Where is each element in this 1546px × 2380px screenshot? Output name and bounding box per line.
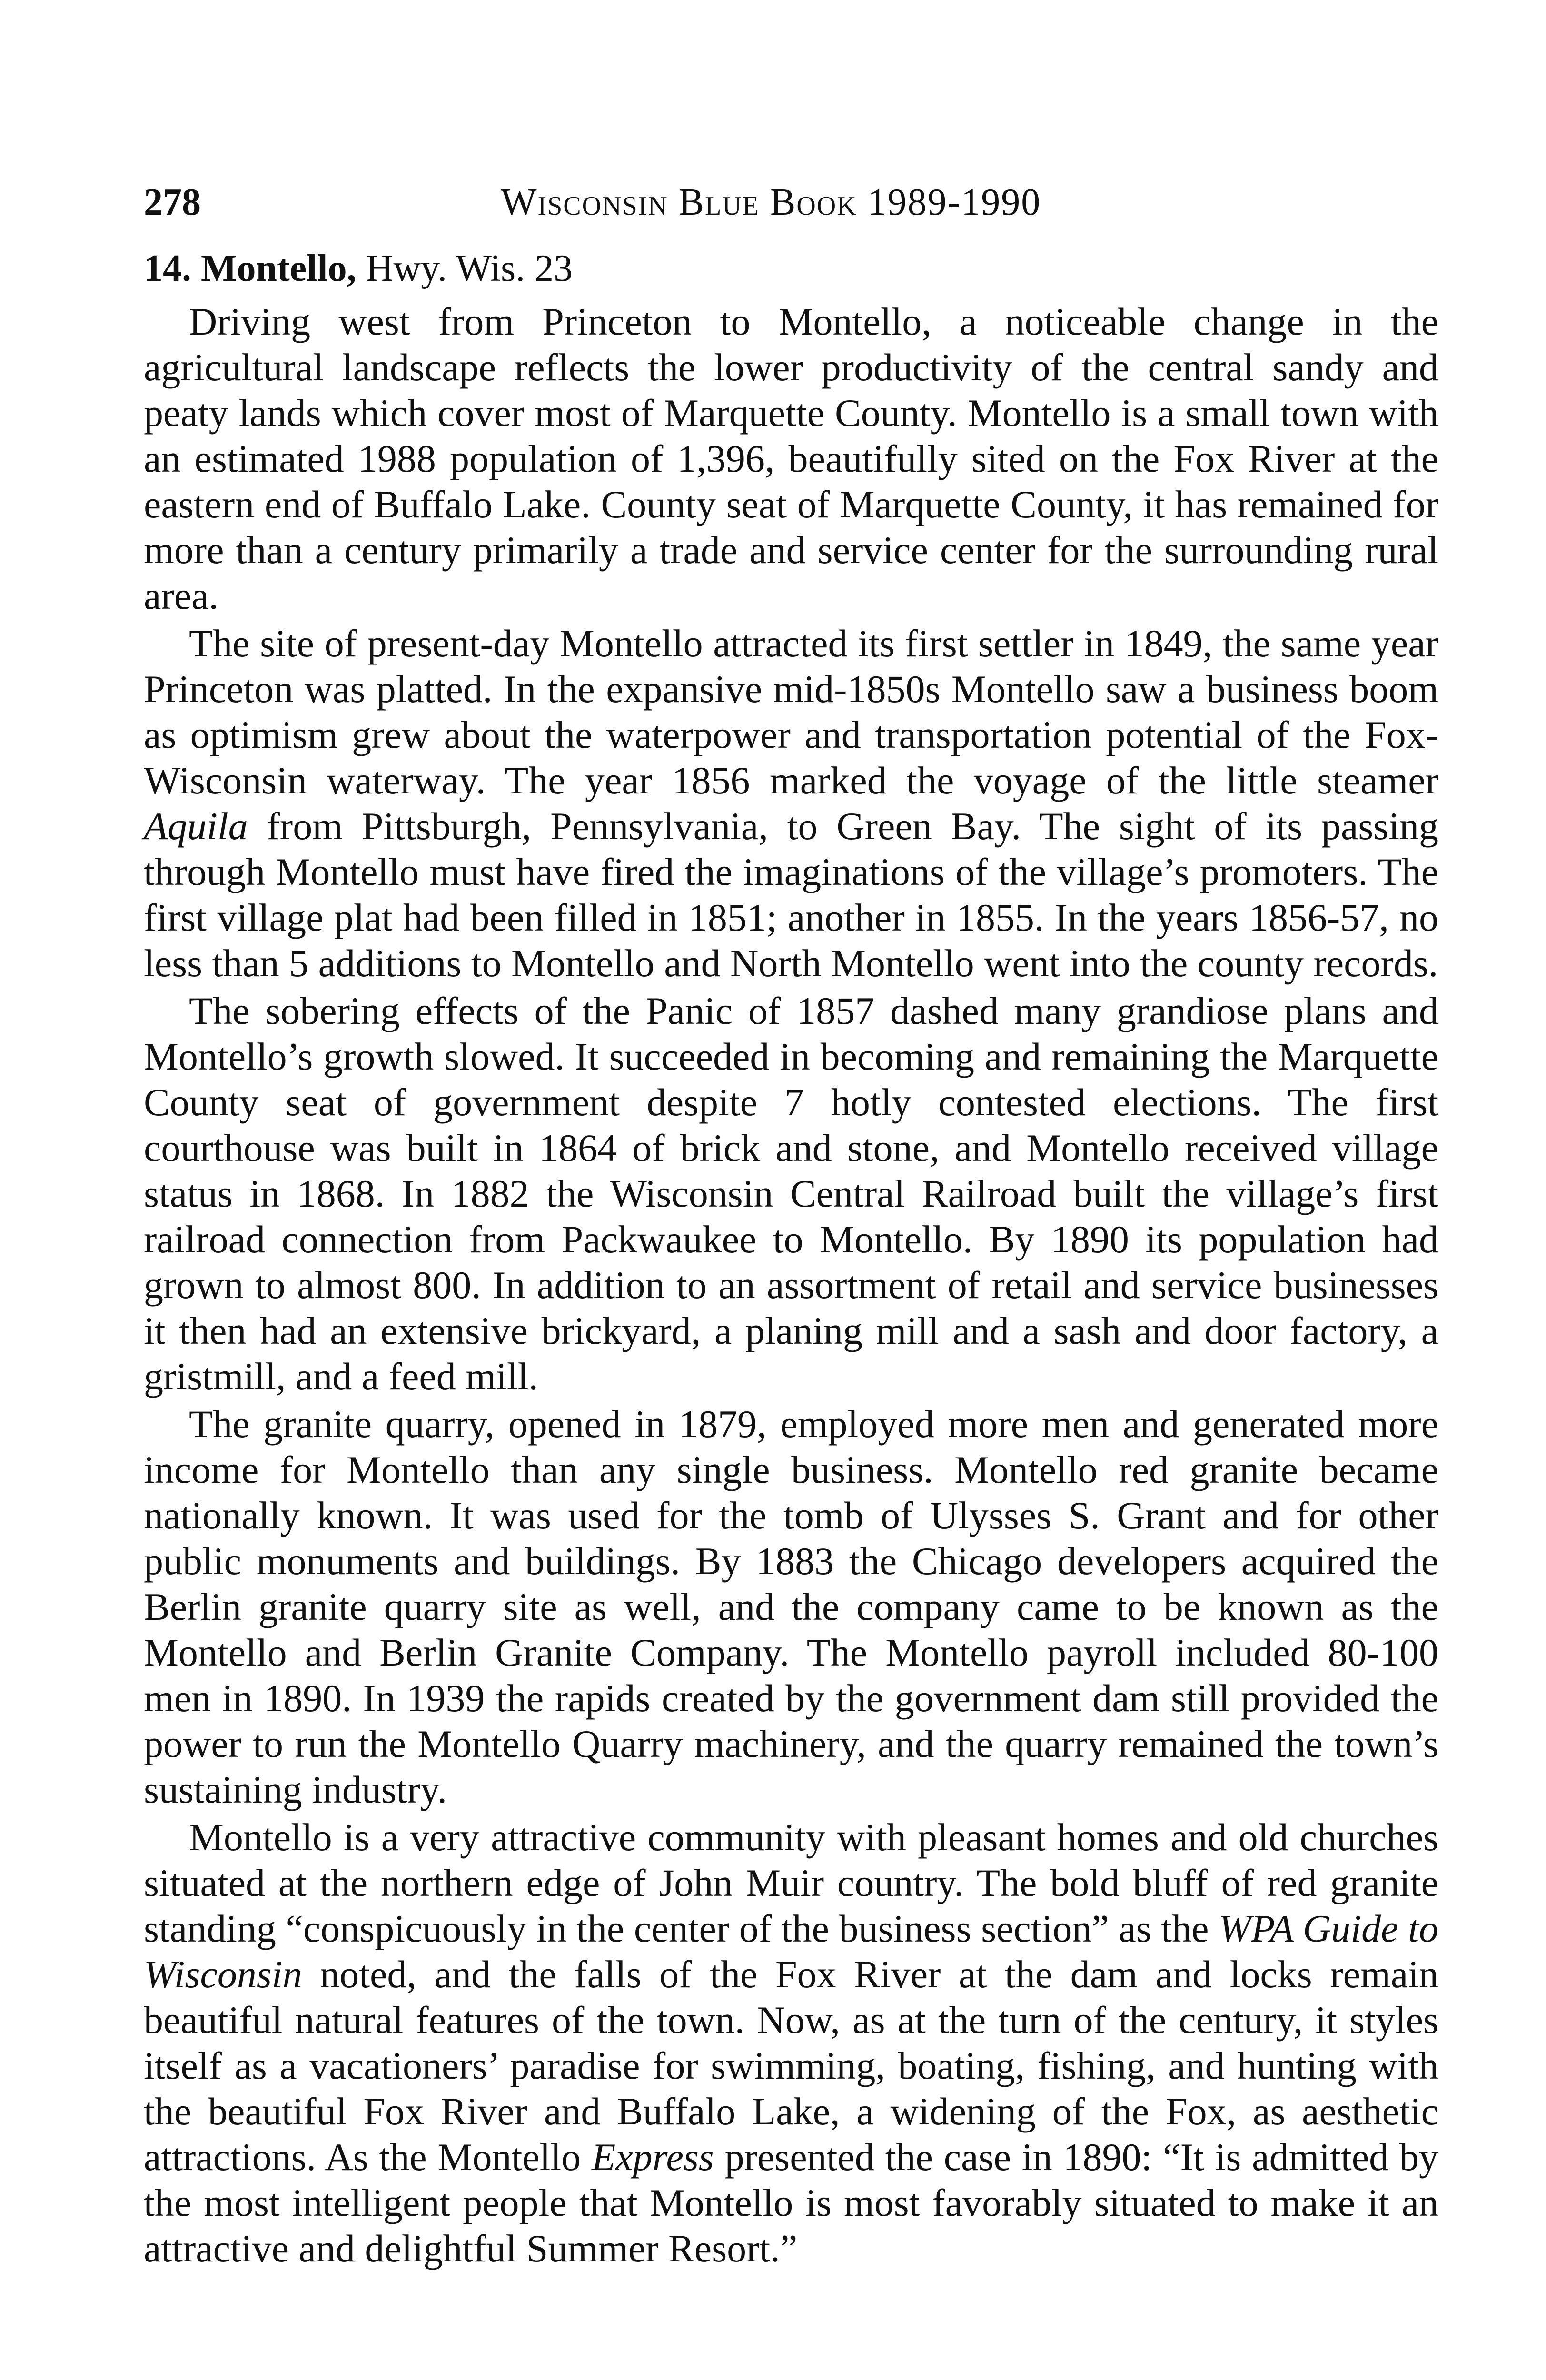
running-head bbox=[144, 176, 1438, 228]
paragraph-2-text-b: from Pittsburgh, Pennsylvania, to Green Bay. The sight of its passing through Montello must have fired the imaginations of the village’s promoters. The first village plat had been filled in 1851; another in 1855. In the years 1856-57, no less than 5 additions to Montello and North Montello went into the county records. bbox=[144, 804, 1438, 985]
paragraph-2-text-a: The site of present-day Montello attracted its first settler in 1849, the same year Princeton was platted. In the expansive mid-1850s Montello saw a business boom as optimism grew about the waterpower and transportation potential of the Fox-Wisconsin waterway. The year 1856 marked the voyage of the little steamer bbox=[144, 622, 1438, 802]
paragraph-3: The sobering effects of the Panic of 1857 dashed many grandiose plans and Montello’s growth slowed. It succeeded in becoming and remaining the Marquette County seat of government despite 7 hotly contested elections. The first courthouse was built in 1864 of brick and stone, and Montello received village status in 1868. In 1882 the Wisconsin Central Railroad built the village’s first railroad connection from Packwaukee to Montello. By 1890 its population had grown to almost 800. In addition to an assortment of retail and service businesses it then had an extensive brickyard, a planing mill and a sash and door factory, a gristmill, and a feed mill. bbox=[144, 989, 1438, 1398]
paragraph-1: Driving west from Princeton to Montello, a noticeable change in the agricultural landscape reflects the lower productivity of the central sandy and peaty lands which cover most of Marquette County. Montello is a small town with an estimated 1988 population of 1,396, beautifully sited on the Fox River at the eastern end of Buffalo Lake. County seat of Marquette County, it has remained for more than a century primarily a trade and service center for the surrounding rural area. bbox=[144, 300, 1438, 617]
paragraph-5-text-b: noted, and the falls of the Fox River at the dam and locks remain beautiful natural features of the town. Now, as at the turn of the century, it styles itself as a vacationers’ paradise for swimming, boating, fishing, and hunting with the beautiful Fox River and Buffalo Lake, a widening of the Fox, as aesthetic attractions. As the Montello bbox=[144, 1953, 1438, 2179]
page-number: 278 bbox=[144, 181, 201, 223]
paragraph-5-text-c: presented the case in 1890: “It is admitted by the most intelligent people that Montello is most favorably situated to make it an attractive and delightful Summer Resort.” bbox=[144, 2135, 1439, 2270]
paragraph-4: The granite quarry, opened in 1879, employed more men and generated more income for Montello than any single business. Montello red granite became nationally known. It was used for the tomb of Ulysses S. Grant and for other public monuments and buildings. By 1883 the Chicago developers acquired the Berlin granite quarry site as well, and the company came to be known as the Montello and Berlin Granite Company. The Montello payroll included 80-100 men in 1890. In 1939 the rapids created by the government dam still provided the power to run the Montello Quarry machinery, and the quarry remained the town’s sustaining industry. bbox=[144, 1402, 1438, 1811]
section-route: Hwy. Wis. 23 bbox=[366, 248, 573, 289]
guide-title: WPA Guide to Wisconsin bbox=[144, 1907, 1438, 1996]
section-number-name: 14. Montello, bbox=[144, 248, 357, 289]
paragraph-5 bbox=[144, 1815, 1438, 2271]
paragraph-5-text-a: Montello is a very attractive community with pleasant homes and old churches situated at the northern edge of John Muir country. The bold bluff of red granite standing “conspicuously in the center of the business section” as the bbox=[144, 1815, 1438, 1950]
running-title: Wisconsin Blue Book 1989-1990 bbox=[501, 181, 1041, 223]
steamer-name: Aquila bbox=[144, 804, 248, 848]
section-heading bbox=[144, 245, 1438, 292]
book-page bbox=[144, 176, 1438, 2273]
paragraph-2 bbox=[144, 621, 1438, 986]
newspaper-name: Express bbox=[592, 2135, 714, 2179]
